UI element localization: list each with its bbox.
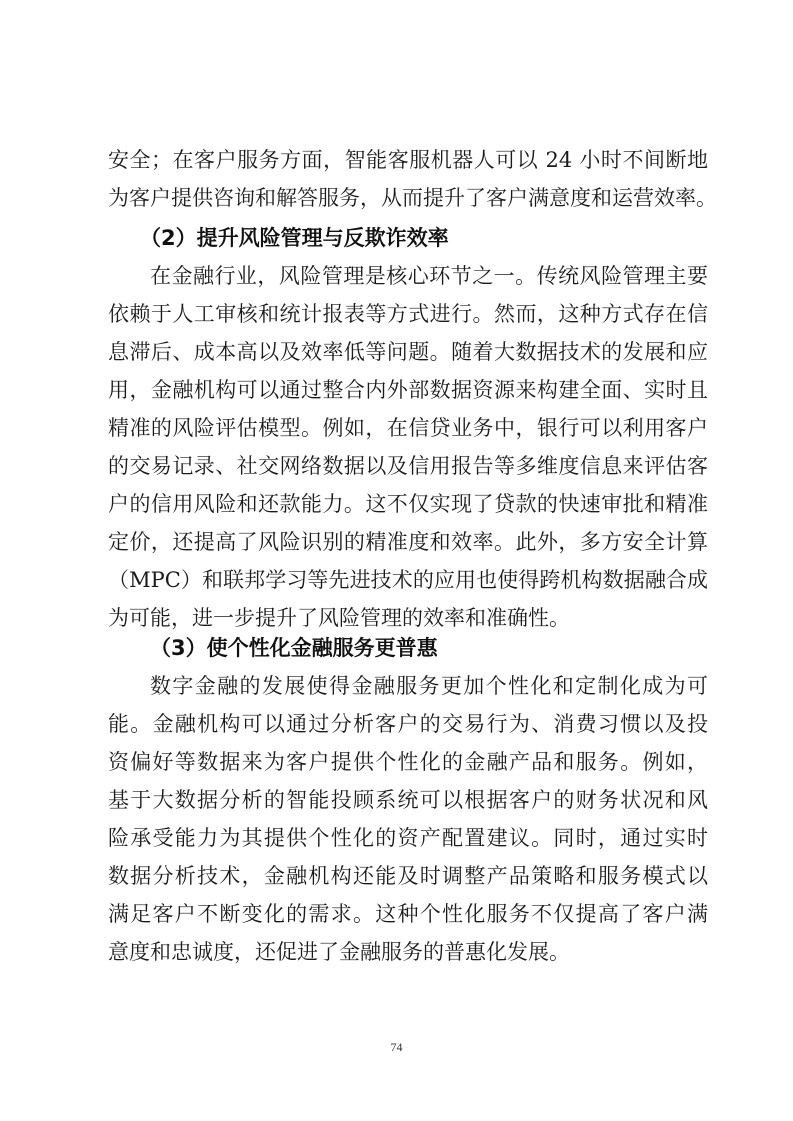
text-line: 依赖于人工审核和统计报表等方式进行。然而，这种方式存在信 — [108, 302, 708, 326]
text-line: 定价，还提高了风险识别的精准度和效率。此外，多方安全计算 — [108, 530, 708, 554]
text-line: 基于大数据分析的智能投顾系统可以根据客户的财务状况和风 — [108, 788, 708, 812]
text-line: 资偏好等数据来为客户提供个性化的金融产品和服务。例如， — [108, 750, 708, 774]
text-line: 在金融行业，风险管理是核心环节之一。传统风险管理主要 — [150, 264, 708, 288]
text-line: 为客户提供咨询和解答服务，从而提升了客户满意度和运营效率。 — [108, 186, 717, 210]
text-line: 为可能，进一步提升了风险管理的效率和准确性。 — [108, 606, 570, 630]
text-line: 满足客户不断变化的需求。这种个性化服务不仅提高了客户满 — [108, 902, 708, 926]
text-line: 的交易记录、社交网络数据以及信用报告等多维度信息来评估客 — [108, 454, 708, 478]
text-line: 精准的风险评估模型。例如，在信贷业务中，银行可以利用客户 — [108, 416, 708, 440]
section-heading: （3）使个性化金融服务更普惠 — [150, 636, 438, 660]
text-line: 安全；在客户服务方面，智能客服机器人可以 24 小时不间断地 — [108, 148, 708, 172]
text-line: 户的信用风险和还款能力。这不仅实现了贷款的快速审批和精准 — [108, 492, 708, 516]
text-line: 用，金融机构可以通过整合内外部数据资源来构建全面、实时且 — [108, 378, 708, 402]
section-heading: （2）提升风险管理与反欺诈效率 — [140, 226, 449, 250]
text-line: 能。金融机构可以通过分析客户的交易行为、消费习惯以及投 — [108, 712, 708, 736]
text-line: 险承受能力为其提供个性化的资产配置建议。同时，通过实时 — [108, 826, 708, 850]
text-line: 意度和忠诚度，还促进了金融服务的普惠化发展。 — [108, 940, 570, 964]
text-line: 息滞后、成本高以及效率低等问题。随着大数据技术的发展和应 — [108, 340, 708, 364]
text-line: 数据分析技术，金融机构还能及时调整产品策略和服务模式以 — [108, 864, 708, 888]
page-number: 74 — [390, 1040, 403, 1054]
text-line: 数字金融的发展使得金融服务更加个性化和定制化成为可 — [150, 674, 708, 698]
text-line: （MPC）和联邦学习等先进技术的应用也使得跨机构数据融合成 — [108, 568, 708, 592]
